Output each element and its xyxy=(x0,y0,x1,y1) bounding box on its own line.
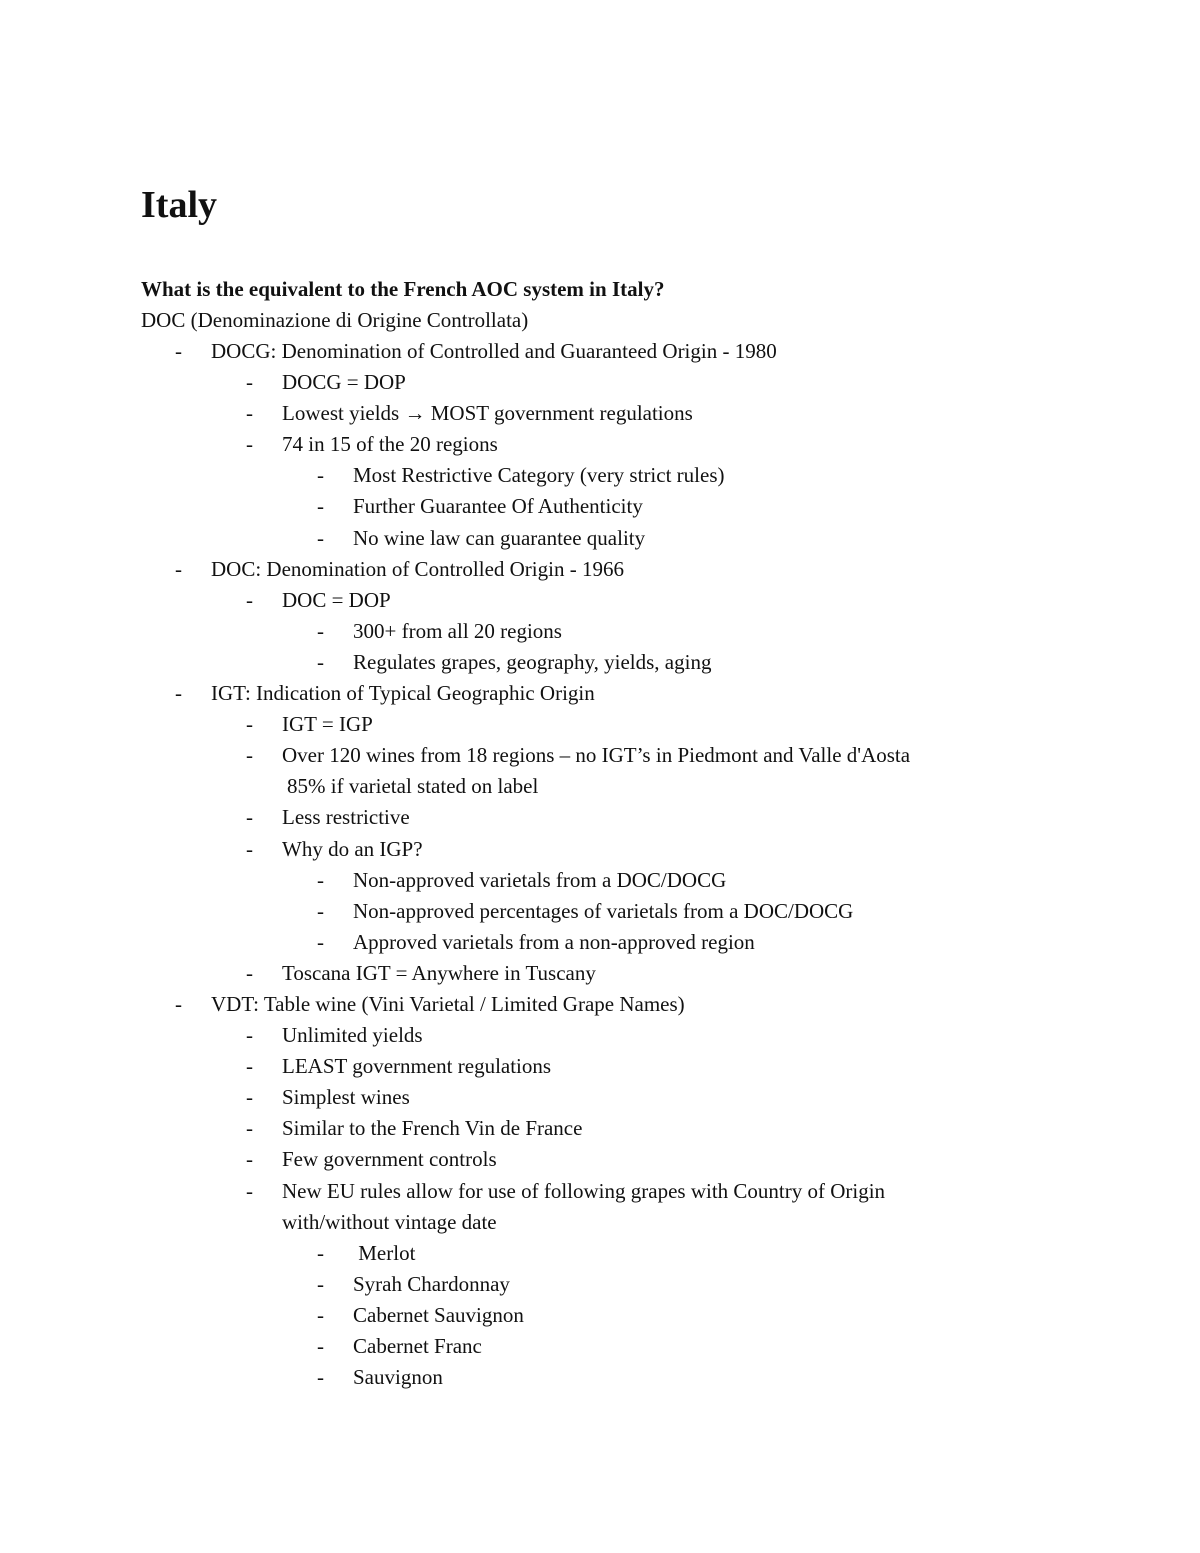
bullet-dash: - xyxy=(246,1054,253,1079)
outline-item xyxy=(0,1176,1200,1207)
outline-item xyxy=(0,1362,1200,1393)
outline-item-text: Sauvignon xyxy=(353,1365,443,1390)
outline-item-text: Similar to the French Vin de France xyxy=(282,1116,583,1141)
outline-item xyxy=(0,1051,1200,1082)
outline-item xyxy=(0,523,1200,554)
bullet-dash: - xyxy=(317,1334,324,1358)
outline-item xyxy=(0,834,1200,865)
bullet-dash: - xyxy=(317,1302,324,1327)
outline-item-text: Over 120 wines from 18 regions – no IGT’s in Piedmont and Valle d'Aosta xyxy=(282,743,911,768)
bullet-dash: - xyxy=(246,1023,253,1048)
bullet-dash: - xyxy=(317,1271,324,1296)
question-heading: What is the equivalent to the French AOC system in Italy? xyxy=(141,277,665,301)
outline-item xyxy=(0,647,1200,678)
outline-item xyxy=(0,740,1200,771)
outline-item xyxy=(0,460,1200,491)
outline-item-text: Approved varietals from a non-approved region xyxy=(353,929,755,954)
outline-item xyxy=(0,336,1200,367)
bullet-dash: - xyxy=(246,1178,253,1203)
outline-item-text: DOCG = DOP xyxy=(282,370,406,395)
outline-item-text: with/without vintage date xyxy=(282,1209,497,1234)
bullet-dash: - xyxy=(246,432,253,457)
outline-item-text: 300+ from all 20 regions xyxy=(353,618,562,643)
outline-item-text: Syrah Chardonnay xyxy=(353,1271,510,1296)
outline-item xyxy=(0,398,1200,429)
bullet-dash: - xyxy=(317,929,324,954)
outline-item xyxy=(0,429,1200,460)
bullet-dash: - xyxy=(317,618,324,643)
outline-item xyxy=(0,554,1200,585)
bullet-dash: - xyxy=(246,712,253,737)
page-title: Italy xyxy=(141,184,217,226)
outline-item-text: IGT = IGP xyxy=(282,712,373,737)
outline-item-text: Why do an IGP? xyxy=(282,836,423,861)
outline-item-text: Cabernet Sauvignon xyxy=(353,1302,524,1327)
bullet-dash: - xyxy=(175,339,182,363)
outline-item-text: DOCG: Denomination of Controlled and Guaranteed Origin - 1980 xyxy=(211,339,777,363)
outline-item-text: Non-approved percentages of varietals from a DOC/DOCG xyxy=(353,898,854,923)
outline-item-text: Simplest wines xyxy=(282,1085,410,1110)
outline-item xyxy=(0,585,1200,616)
outline-item xyxy=(0,1300,1200,1331)
bullet-dash: - xyxy=(246,370,253,395)
outline-item xyxy=(0,1113,1200,1144)
outline-item-text: 85% if varietal stated on label xyxy=(287,774,539,799)
outline-item xyxy=(0,989,1200,1020)
bullet-dash: - xyxy=(175,991,182,1016)
bullet-dash: - xyxy=(317,494,324,519)
outline-item xyxy=(0,491,1200,522)
outline-item-text: VDT: Table wine (Vini Varietal / Limited Grape Names) xyxy=(211,991,685,1016)
outline-item-text: 74 in 15 of the 20 regions xyxy=(282,432,498,457)
outline-item xyxy=(0,1144,1200,1175)
outline-item-text: LEAST government regulations xyxy=(282,1054,552,1079)
bullet-dash: - xyxy=(175,556,182,581)
outline-item xyxy=(0,927,1200,958)
outline-item-text: Lowest yields → MOST government regulations xyxy=(282,401,693,426)
bullet-dash: - xyxy=(175,681,182,706)
bullet-dash: - xyxy=(317,525,324,550)
outline-item xyxy=(0,802,1200,833)
outline-item xyxy=(0,1082,1200,1113)
outline-item xyxy=(0,958,1200,989)
outline-item-text: IGT: Indication of Typical Geographic Origin xyxy=(211,681,595,706)
bullet-dash: - xyxy=(246,587,253,612)
bullet-dash: - xyxy=(246,1085,253,1110)
outline-item xyxy=(0,1331,1200,1362)
outline-item-text: Merlot xyxy=(353,1240,416,1265)
bullet-dash: - xyxy=(246,1147,253,1172)
intro-line: DOC (Denominazione di Origine Controllata) xyxy=(141,308,529,332)
outline-item xyxy=(0,367,1200,398)
bullet-dash: - xyxy=(246,1116,253,1141)
outline-item xyxy=(0,1238,1200,1269)
outline-item xyxy=(0,865,1200,896)
outline-item xyxy=(0,1269,1200,1300)
outline-item-text: Unlimited yields xyxy=(282,1023,423,1048)
bullet-dash: - xyxy=(317,867,324,892)
bullet-dash: - xyxy=(317,649,324,674)
outline-item xyxy=(0,771,1200,802)
outline-item-text: Regulates grapes, geography, yields, aging xyxy=(353,649,712,674)
bullet-dash: - xyxy=(246,805,253,830)
outline-item-text: Non-approved varietals from a DOC/DOCG xyxy=(353,867,727,892)
outline-item-text: Most Restrictive Category (very strict rules) xyxy=(353,463,725,488)
outline-item xyxy=(0,896,1200,927)
outline-item-text: Few government controls xyxy=(282,1147,497,1172)
outline-item-text: DOC = DOP xyxy=(282,587,391,612)
outline-item-text: New EU rules allow for use of following grapes with Country of Origin xyxy=(282,1178,886,1203)
outline-item-text: DOC: Denomination of Controlled Origin - 1966 xyxy=(211,556,624,581)
outline-item xyxy=(0,709,1200,740)
outline-item-text: Less restrictive xyxy=(282,805,410,830)
bullet-dash: - xyxy=(317,1240,324,1265)
outline-item xyxy=(0,678,1200,709)
outline-item-text: Further Guarantee Of Authenticity xyxy=(353,494,643,519)
bullet-dash: - xyxy=(246,743,253,768)
bullet-dash: - xyxy=(246,836,253,861)
bullet-dash: - xyxy=(246,960,253,985)
bullet-dash: - xyxy=(317,463,324,488)
outline-list xyxy=(0,336,1200,1393)
bullet-dash: - xyxy=(246,401,253,426)
outline-item-text: No wine law can guarantee quality xyxy=(353,525,646,550)
outline-item-text: Cabernet Franc xyxy=(353,1334,482,1358)
outline-item xyxy=(0,1020,1200,1051)
bullet-dash: - xyxy=(317,1365,324,1390)
outline-item xyxy=(0,1207,1200,1238)
outline-item xyxy=(0,616,1200,647)
bullet-dash: - xyxy=(317,898,324,923)
outline-item-text: Toscana IGT = Anywhere in Tuscany xyxy=(282,960,596,985)
